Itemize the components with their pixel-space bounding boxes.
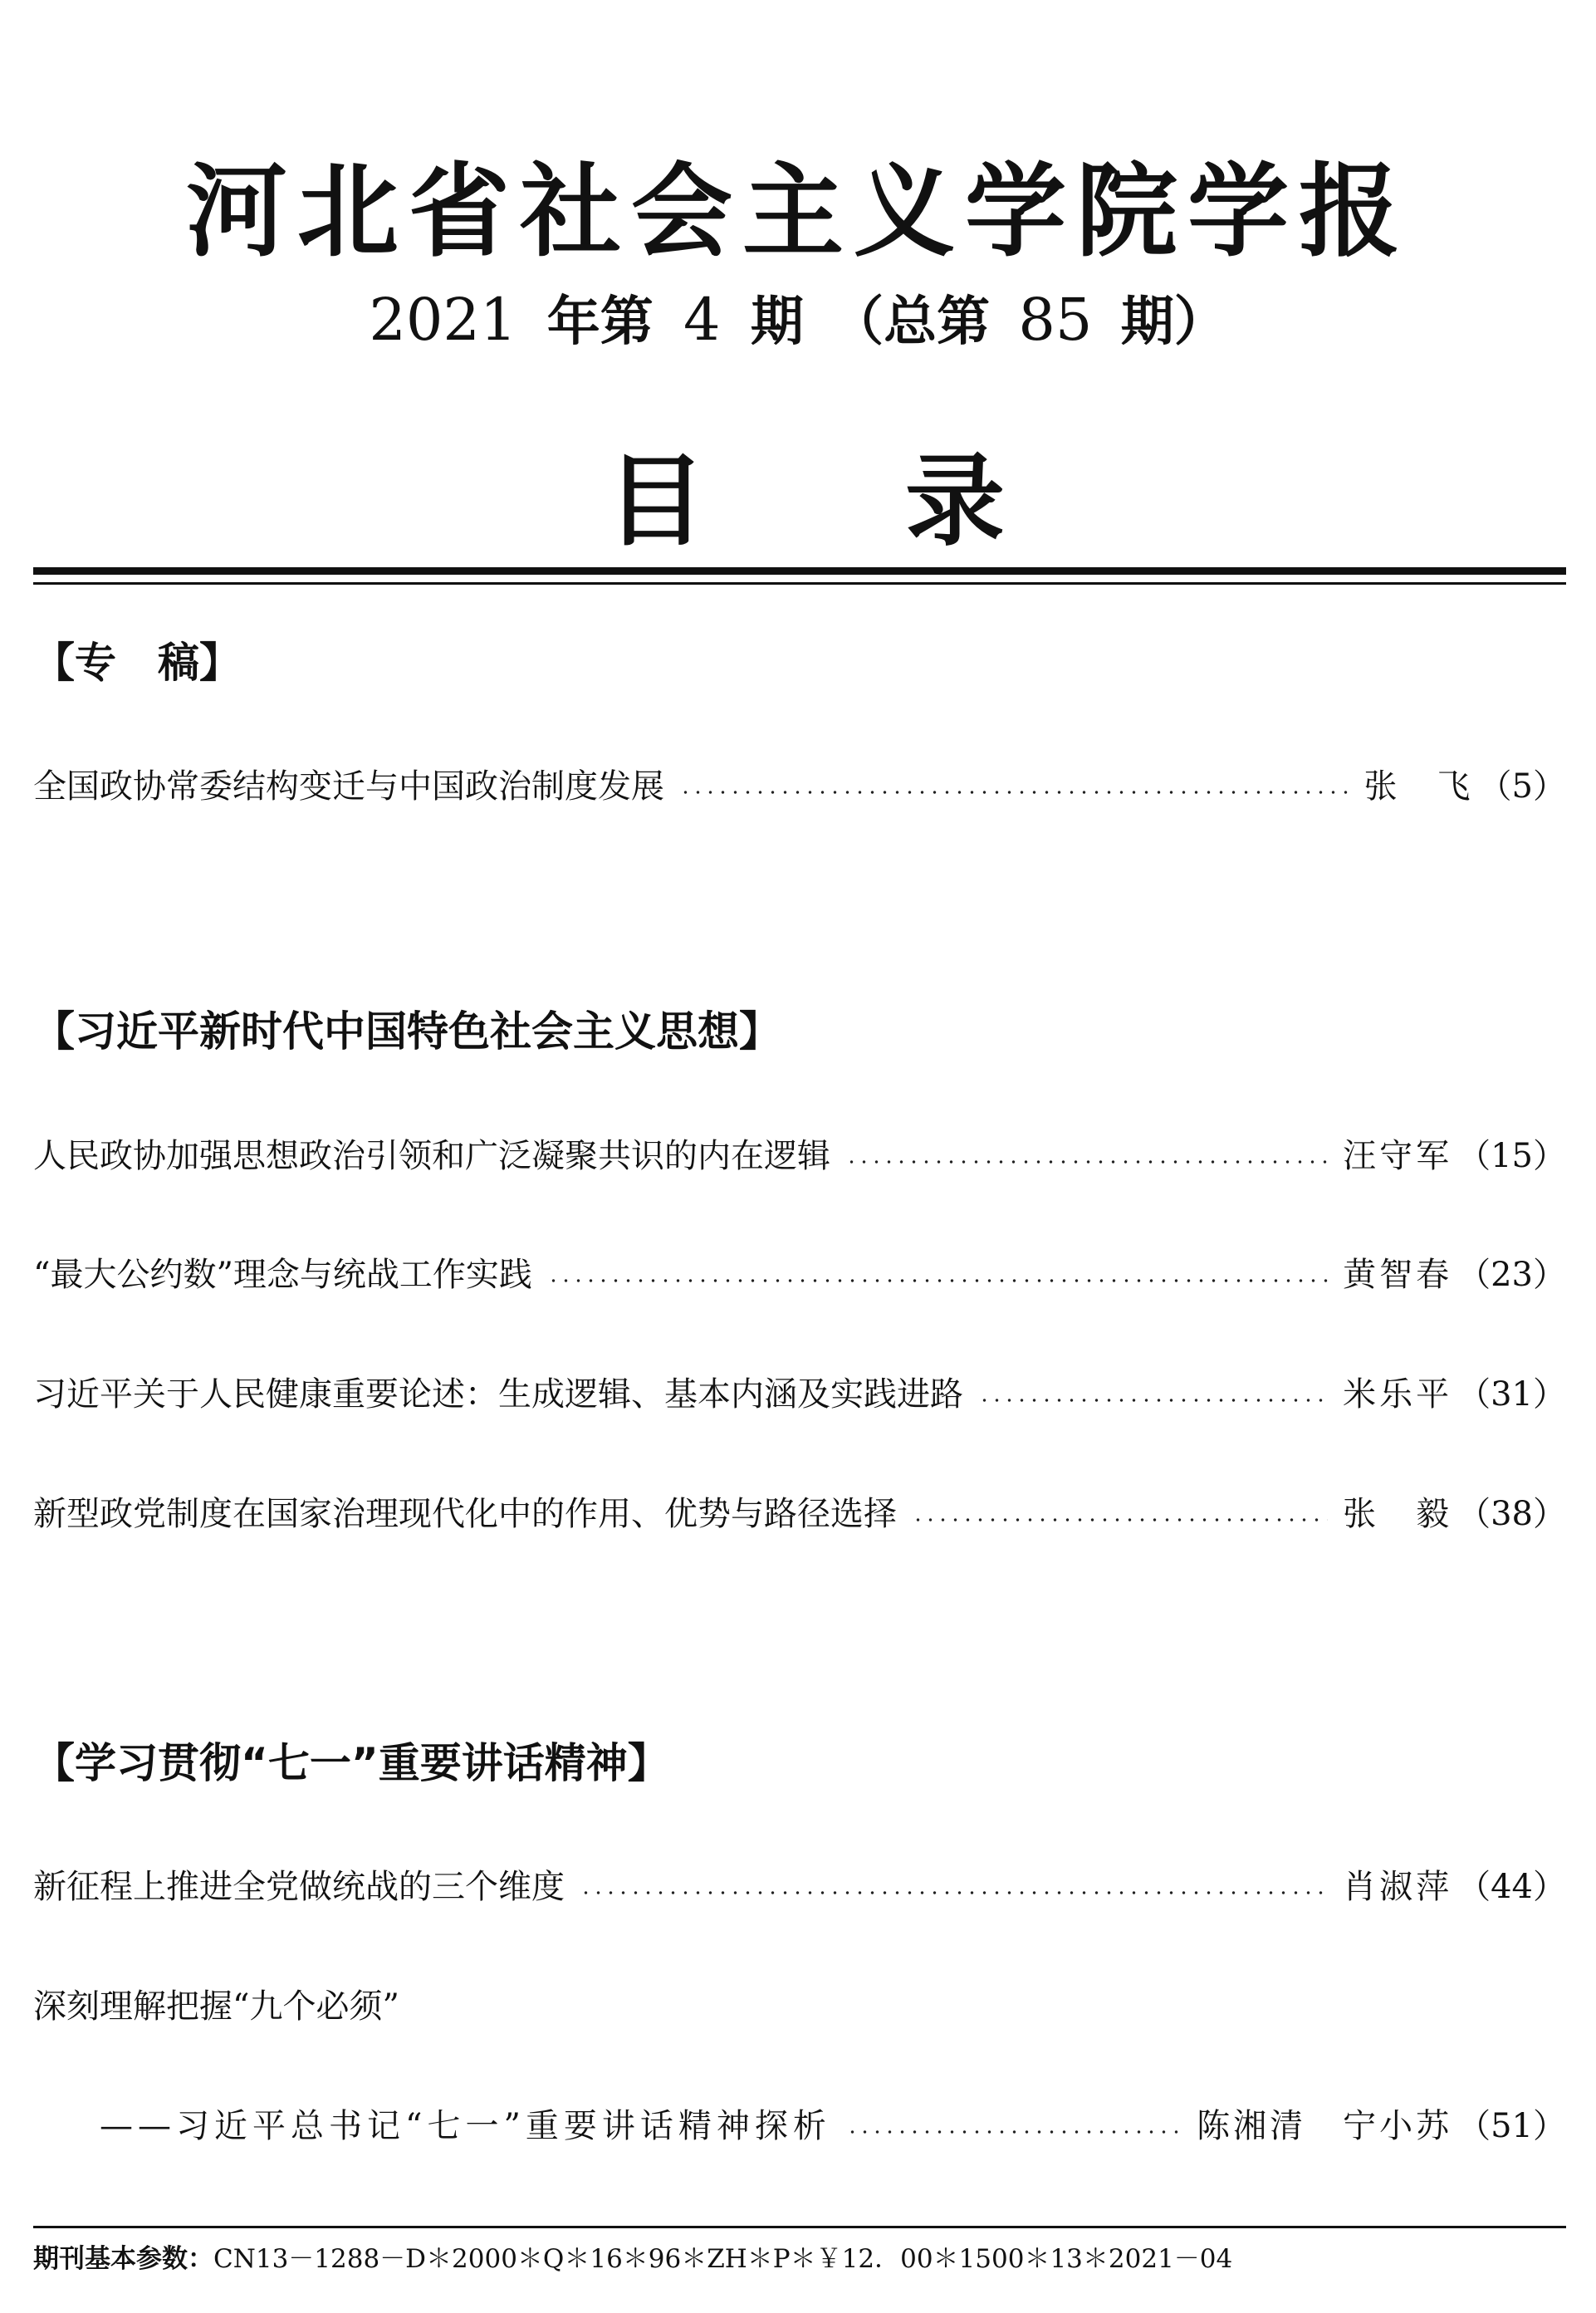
issue-number: 4 — [683, 286, 721, 354]
toc-entry-title: 新征程上推进全党做统战的三个维度 — [33, 1868, 565, 1906]
issue-total-suffix: 期） — [1120, 292, 1227, 353]
footer-rule — [33, 2226, 1566, 2228]
dot-leader — [679, 791, 1349, 794]
toc-entry[interactable] — [33, 1127, 1566, 1185]
toc-entry-title: 新型政党制度在国家治理现代化中的作用、优势与路径选择 — [33, 1495, 897, 1533]
toc-entry-author: 陈湘清 宁小苏 — [1197, 2107, 1453, 2145]
header-rule-thin — [33, 582, 1566, 585]
toc-entry[interactable] — [33, 1246, 1566, 1304]
dot-leader — [547, 1279, 1328, 1282]
toc-entry-title: 人民政协加强思想政治引领和广泛凝聚共识的内在逻辑 — [33, 1137, 830, 1175]
journal-parameters-label: 期刊基本参数： — [33, 2244, 213, 2274]
toc-entry-page: （31） — [1457, 1375, 1566, 1414]
toc-entry[interactable] — [33, 757, 1566, 816]
toc-heading — [0, 440, 1596, 565]
toc-entry-subtitle[interactable] — [100, 2097, 1566, 2155]
toc-entry[interactable] — [33, 1365, 1566, 1424]
toc-heading-char-2: 录 — [905, 444, 1005, 560]
issue-total-number: 85 — [1018, 286, 1093, 354]
dot-leader — [912, 1518, 1328, 1522]
toc-entry-title: 全国政协常委结构变迁与中国政治制度发展 — [33, 767, 664, 806]
toc-entry-page: （5） — [1478, 767, 1566, 806]
toc-entry-page: （15） — [1457, 1137, 1566, 1175]
toc-entry-author: 黄智春 — [1343, 1256, 1453, 1294]
issue-year: 2021 — [369, 286, 517, 354]
toc-entry-author: 张 飞 — [1363, 767, 1474, 806]
journal-parameters — [33, 2238, 1232, 2280]
toc-entry-author: 米乐平 — [1343, 1375, 1453, 1414]
journal-parameters-value: CN13－1288－D＊2000＊Q＊16＊96＊ZH＊P＊￥12．00＊1500＊13＊2021－04 — [213, 2244, 1233, 2274]
journal-title: 河北省社会主义学院学报 — [186, 153, 1410, 271]
dot-leader — [580, 1891, 1328, 1894]
issue-total-prefix: （总第 — [830, 292, 991, 353]
section-heading-july-first-speech: 【学习贯彻“七一”重要讲话精神】 — [33, 1739, 669, 1787]
header-rule-thick — [33, 567, 1566, 575]
dot-leader — [978, 1399, 1328, 1402]
toc-entry-title: “最大公约数”理念与统战工作实践 — [33, 1256, 532, 1294]
toc-entry-page: （38） — [1457, 1495, 1566, 1533]
dot-leader — [846, 2130, 1182, 2134]
toc-entry-page: （44） — [1457, 1868, 1566, 1906]
toc-heading-char-1: 目 — [606, 444, 706, 560]
toc-entry[interactable] — [33, 1485, 1566, 1543]
section-heading-special-article: 【专 稿】 — [33, 639, 241, 687]
toc-entry-page: （51） — [1457, 2107, 1566, 2145]
section-heading-xi-thought: 【习近平新时代中国特色社会主义思想】 — [33, 1007, 781, 1056]
toc-entry-title-main[interactable]: 深刻理解把握“九个必须” — [33, 1987, 399, 2026]
toc-entry-author: 汪守军 — [1343, 1137, 1453, 1175]
toc-entry-author: 张 毅 — [1343, 1495, 1453, 1533]
issue-line — [0, 282, 1596, 360]
dot-leader — [845, 1160, 1328, 1164]
toc-entry-title: 习近平关于人民健康重要论述：生成逻辑、基本内涵及实践进路 — [33, 1375, 963, 1414]
toc-entry-page: （23） — [1457, 1256, 1566, 1294]
toc-entry-title: ——习近平总书记“七一”重要讲话精神探析 — [100, 2107, 831, 2145]
toc-entry[interactable] — [33, 1858, 1566, 1916]
issue-year-suffix: 年第 — [546, 292, 654, 353]
issue-number-suffix: 期 — [750, 292, 804, 353]
toc-entry-author: 肖淑萍 — [1343, 1868, 1453, 1906]
